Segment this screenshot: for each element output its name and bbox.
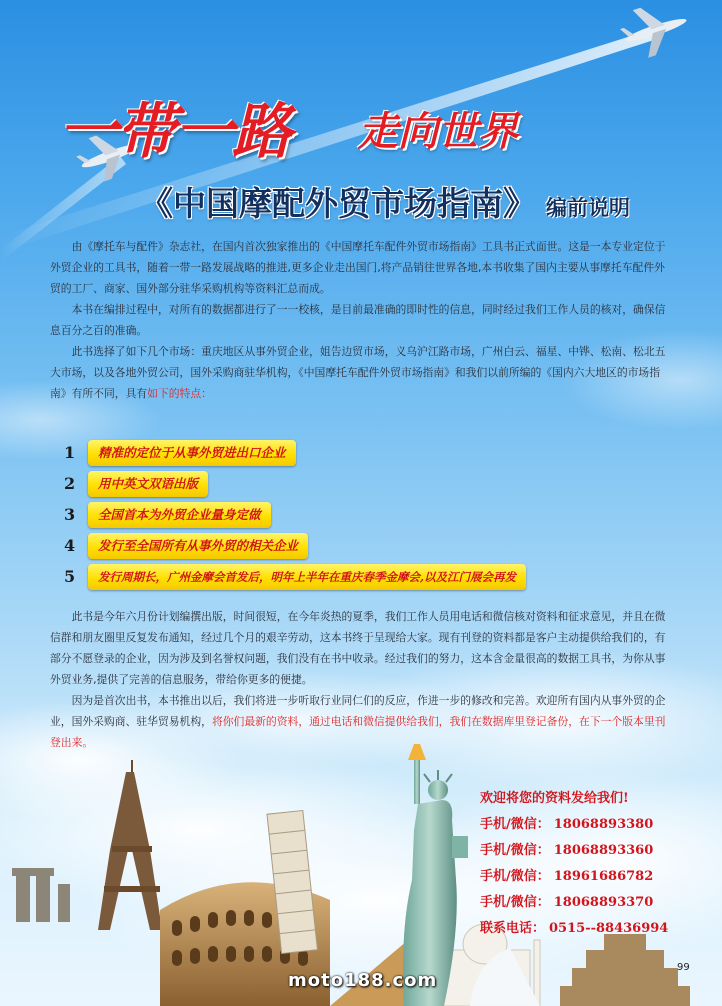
contact-row [480, 864, 700, 890]
book-title: 《中国摩配外贸市场指南》 [140, 184, 536, 223]
contact-block [480, 786, 700, 942]
contact-value: 18068893370 [553, 895, 654, 910]
contact-value: 18961686782 [553, 869, 654, 884]
intro-paragraph-1: 由《摩托车与配件》杂志社，在国内首次独家推出的《中国摩托车配件外贸市场指南》工具书正式面世。这是一本专业定位于外贸企业的工具书，随着一带一路发展战略的推进,更多企业走出国门,将产品销往世界各地,本书收集了国内主要从事摩托车配件外贸的工厂、商家、国外部分驻华采购机构等资料汇总而成。 [50, 240, 666, 295]
intro-paragraph-3 [50, 341, 670, 404]
contact-row [480, 916, 700, 942]
feature-number: 1 [64, 443, 76, 462]
outro-paragraph-2 [50, 690, 670, 753]
contact-heading: 欢迎将您的资料发给我们! [480, 791, 629, 806]
watermark-url: moto188.com [288, 970, 438, 991]
contact-label: 手机/微信： [480, 869, 550, 884]
feature-number: 3 [64, 505, 76, 524]
feature-text: 发行周期长，广州金摩会首发后，明年上半年在重庆春季金摩会,以及江门展会再发 [88, 564, 526, 590]
page-number: 99 [677, 962, 690, 973]
contact-label: 手机/微信： [480, 895, 550, 910]
main-title-text: 一带一路 [58, 97, 290, 167]
contact-value: 18068893360 [553, 843, 654, 858]
contact-value: 0515--88436994 [549, 921, 669, 936]
contact-row [480, 838, 700, 864]
outro-paragraph-1: 此书是今年六月份计划编撰出版，时间很短，在今年炎热的夏季，我们工作人员用电话和微信核对资料和征求意见，并且在微信群和朋友圈里反复发布通知，经过几个月的艰辛劳动，这本书终于呈现给大家。现有刊登的资料都是客户主动提供给我们的，有部分不愿登录的企业，因为涉及到名誉权问题，我们没有在书中收录。经过我们的努力，这本含金量很高的数据工具书，为你从事外贸业务,提供了完善的信息服务，带给你更多的便捷。 [50, 610, 666, 686]
contact-value: 18068893380 [553, 817, 654, 832]
feature-text: 全国首本为外贸企业量身定做 [88, 502, 271, 528]
main-title [58, 84, 578, 167]
feature-number: 4 [64, 536, 76, 555]
intro-text [50, 236, 670, 404]
editor-note-label: 编前说明 [546, 196, 630, 220]
contact-row [480, 812, 700, 838]
intro-paragraph-2: 本书在编排过程中，对所有的数据都进行了一一校核，是目前最准确的即时性的信息，同时经过我们工作人员的核对，确保信息百分之百的准确。 [50, 303, 666, 337]
outro-text [50, 606, 670, 753]
call-to-action: 将你们最新的资料，通过电话和微信提供给我们，我们在数据库里登记备份，在下一个版本里刊登出来。 [50, 715, 666, 749]
feature-text: 精准的定位于从事外贸进出口企业 [88, 440, 296, 466]
outro-paragraph-2-text: 因为是首次出书，本书推出以后，我们将进一步听取行业同仁们的反应，作进一步的修改和完善。欢迎所有国内从事外贸的企业，国外采购商、驻华贸易机构， [50, 694, 666, 728]
feature-number: 2 [64, 474, 76, 493]
contact-label: 联系电话： [480, 921, 546, 936]
contact-row [480, 890, 700, 916]
contact-label: 手机/微信： [480, 843, 550, 858]
airplane-icon [616, 0, 694, 63]
book-subtitle [140, 178, 630, 228]
feature-text: 发行至全国所有从事外贸的相关企业 [88, 533, 308, 559]
intro-paragraph-3-text: 此书选择了如下几个市场：重庆地区从事外贸企业，姐告边贸市场，义乌沪江路市场，广州白云、福星、中铧、松南、松北五大市场，以及各地外贸公司，国外采购商驻华机构，《中国摩托车配件外贸市场指南》和我们以前所编的《国内六大地区的市场指南》有所不同，具有 [50, 345, 666, 400]
contact-label: 手机/微信： [480, 817, 550, 832]
main-title-sub: 走向世界 [358, 108, 518, 155]
feature-text: 用中英文双语出版 [88, 471, 208, 497]
feature-number: 5 [64, 567, 76, 586]
features-lead: 如下的特点： [147, 387, 212, 400]
